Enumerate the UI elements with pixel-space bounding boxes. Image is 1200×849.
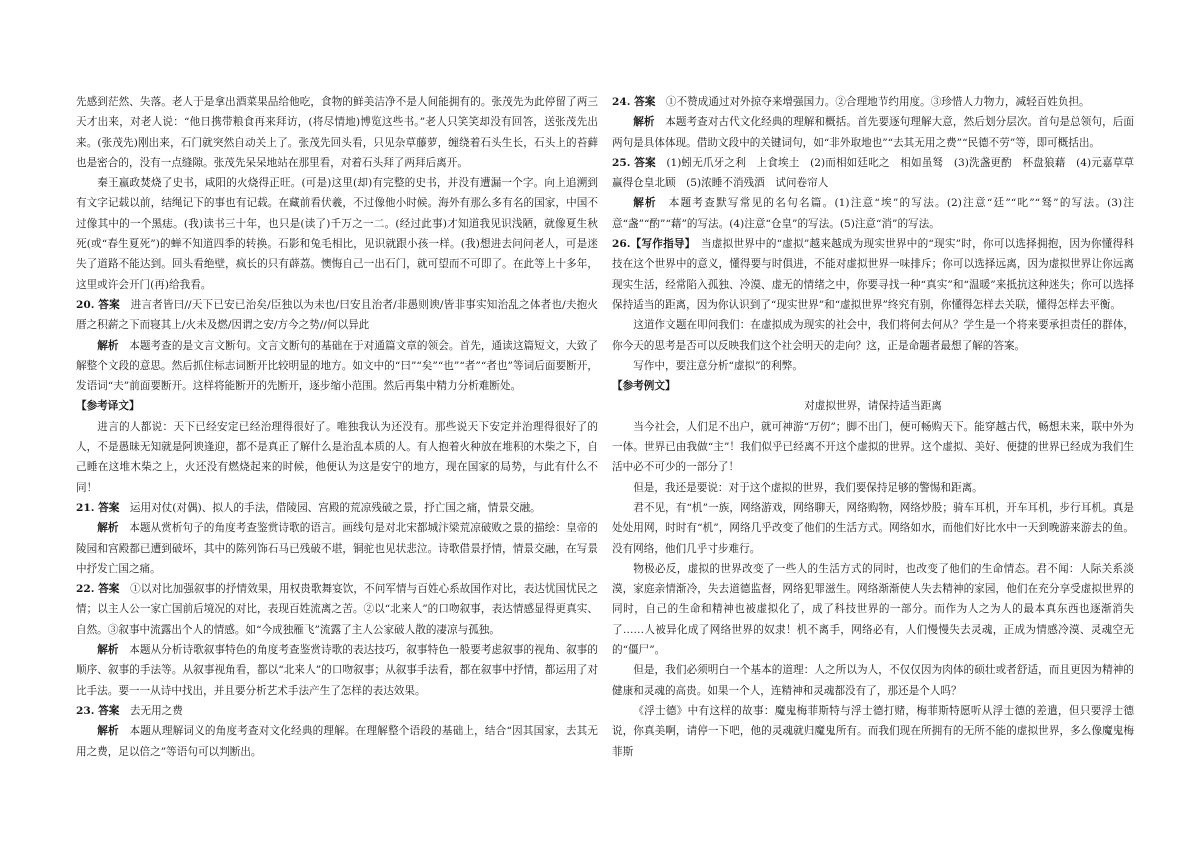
explanation-text: 本题从赏析句子的角度考查鉴赏诗歌的语言。画线句是对北宋都城汴梁荒凉破败之景的描绘：皇帝的陵园和宫殿都已遭到破坏，其中的陈列饰石马已残破不堪，铜驼也见状悲泣。诗歌借景抒情，情景交融，在写景中抒发亡国之痛。 xyxy=(76,522,599,575)
translation-paragraph: 先感到茫然、失落。老人于是拿出酒菜果品给他吃，食物的鲜美洁净不是人间能拥有的。张茂先为此停留了两三天才出来，对老人说：“他日携带粮食再来拜访，(将尽情地)博览这些书。”老人只笑笑却没有回答，送张茂先出来。(张茂先)刚出来，石门就突然自动关上了。张茂先回头看，只见杂草藤萝，缠绕着石头生长，石头上的苔藓也是密合的，没有一点缝隙。张茂先呆呆地站在那里看，对着石头拜了两拜后离开。 xyxy=(76,96,598,169)
essay-paragraph: 物极必反，虚拟的世界改变了一些人的生活方式的同时，也改变了他们的生命情态。君不闻：人际关系淡漠，家庭亲情渐冷，失去道德监督，网络犯罪滋生。网络渐渐使人失去精神的家园，他们在充分享受虚拟世界的同时，自己的生命和精神也被虚拟化了，成了科技世界的一部分。而作为人之为人的最本真东西也逐渐消失了……人被异化成了网络世界的奴隶！机不离手，网络必有，人们慢慢失去灵魂，正成为情感冷漠、灵魂空无的“僵尸”。 xyxy=(612,562,1134,657)
essay-paragraph: 但是，我们必须明白一个基本的道理：人之所以为人，不仅仅因为肉体的硕壮或者舒适，而且更因为精神的健康和灵魂的高贵。如果一个人，连精神和灵魂都没有了，那还是个人吗？ xyxy=(612,664,1134,697)
explanation-label: 解析 xyxy=(633,116,655,129)
answer-text: 去无用之费 xyxy=(129,704,183,717)
writing-guide-text: 当虚拟世界中的“虚拟”越来越成为现实世界中的“现实”时，你可以选择拥抱，因为你懂得科技在这个世界中的意义，懂得要与时俱进，不能对虚拟世界一味排斥；你可以选择远离，因为虚拟世界让你远离现实生活，经常陷入孤独、冷漠、虚无的情绪之中，你要寻找一种“真实”和“温暖”来抵抗这种迷失；你可以选择保持适当的距离，因为你认识到了“现实世界”和“虚拟世界”终究有别，你懂得怎样去关联，懂得怎样去平衡。 xyxy=(612,238,1134,311)
explanation-label: 解析 xyxy=(97,339,119,352)
translation-paragraph: 秦王嬴政焚烧了史书，咸阳的火烧得正旺。(可是)这里(却)有完整的史书，并没有遭漏一个字。向上追溯到有文字记载以前，结绳记下的事也有记载。在藏前看伏羲，不过像他小时候。海外有那么多有名的国家，中国不过像其中的一个黑痣。(我)读书三十年，也只是(读了)千万之一二。(经过此事)才知道我见识浅陋，就像夏生秋死(或“春生夏死”)的蝉不知道四季的转换。石影和兔毛相比，见识就跟小孩一样。(我)想进去问问老人，可是迷失了道路不能达到。回头看绝壁，疯长的只有薜荔。懊悔自己一出石门，就可望而不可即了。在此等上十多年，这里或许会开门(再)给我看。 xyxy=(76,177,598,291)
reference-essay-heading: 【参考例文】 xyxy=(612,380,676,393)
explanation-label: 解析 xyxy=(97,644,119,657)
answer-label: 22. 答案 xyxy=(76,583,120,596)
essay-paragraph: 君不见，有“机”一族，网络游戏，网络聊天，网络购物，网络炒股；骑车耳机，开车耳机，步行耳机。真是处处用网，时时有“机”，网络几乎改变了他们的生活方式。网络如水，而他们好比水中一天到晚游来游去的鱼。没有网络，他们几乎寸步难行。 xyxy=(612,501,1134,555)
answer-20 xyxy=(76,295,598,336)
answer-label: 23. 答案 xyxy=(76,704,120,717)
answer-text: ①不赞成通过对外掠夺来增强国力。②合理地节约用度。③珍惜人力物力，减轻百姓负担。 xyxy=(665,96,1090,108)
explanation-text: 本题考查对古代文化经典的理解和概括。首先要逐句理解大意，然后划分层次。首句是总领句，后面两句是具体体现。借助文段中的关键词句，如“非外取地也”“去其无用之费”“民德不劳”等，即可概括出。 xyxy=(612,116,1135,149)
explanation-text: 本题从分析诗歌叙事特色的角度考查鉴赏诗歌的表达技巧，叙事特色一般要考虑叙事的视角、叙事的顺序、叙事的手法等。从叙事视角看，都以“北来人”的口吻叙事；从叙事手法看，都在叙事中抒情，都运用了对比手法。要一一从诗中找出，并且要分析艺术手法产生了怎样的表达效果。 xyxy=(76,644,599,697)
essay-paragraph: 当今社会，人们足不出户，就可神游“万仞”；脚不出门，便可畅购天下。能穿越古代，畅想未来，联中外为一体。世界已由我做“主”！我们似乎已经离不开这个虚拟的世界。这个虚拟、美好、便捷的世界已经成为我们生活中必不可少的一部分了！ xyxy=(612,420,1134,474)
explanation-22 xyxy=(76,640,598,701)
answer-label: 21. 答案 xyxy=(76,501,120,514)
explanation-text: 本题从理解词义的角度考查对文化经典的理解。在理解整个语段的基础上，结合“因其国家，去其无用之费，足以倍之”等语句可以判断出。 xyxy=(76,725,599,758)
answer-22 xyxy=(76,579,598,640)
answer-label: 24. 答案 xyxy=(612,96,656,108)
left-column xyxy=(76,92,598,762)
right-column xyxy=(612,92,1145,762)
explanation-text: 本题考查的是文言文断句。文言文断句的基础在于对通篇文章的领会。首先，通读这篇短文，大致了解整个文段的意思。然后抓住标志词断开比较明显的地方。如文中的“曰”“矣”“也”“者”“者也”等词后面要断开，发语词“夫”前面要断开。这样将能断开的先断开，逐步缩小范围。然后再集中精力分析难断处。 xyxy=(76,339,599,393)
answer-label: 20. 答案 xyxy=(76,298,120,311)
writing-guide-26 xyxy=(612,234,1134,315)
writing-guide-paragraph: 这道作文题在叩问我们：在虚拟成为现实的社会中，我们将何去何从？学生是一个将来要承担责任的群体，你今天的思考是否可以反映我们这个社会明天的走向？这，正是命题者最想了解的答案。 xyxy=(612,319,1134,352)
writing-guide-paragraph: 写作中，要注意分析“虚拟”的利弊。 xyxy=(633,359,803,372)
essay-paragraph: 但是，我还是要说：对于这个虚拟的世界，我们要保持足够的警惕和距离。 xyxy=(633,481,983,494)
answer-text: 运用对仗(对偶)、拟人的手法，借陵园、宫殿的荒凉残破之景，抒亡国之痛，情景交融。 xyxy=(129,501,541,514)
answer-text: (1)蚓无爪牙之利 上食埃土 (2)而相如廷叱之 相如虽驽 (3)洗盏更酌 杯盘狼藉 (4)元嘉草草 赢得仓皇北顾 (5)浓睡不消残酒 试问卷帘人 xyxy=(612,156,1145,190)
answer-21 xyxy=(76,498,598,518)
writing-guide-label: 26.【写作指导】 xyxy=(612,238,691,251)
answer-text: 进言者皆曰//天下已安已治矣/臣独以为未也/曰安且治者/非愚则谀/皆非事实知治乱之体者也/夫抱火厝之积薪之下而寝其上/火未及燃/因谓之安/方今之势//何以异此 xyxy=(76,298,599,332)
reference-translation: 进言的人都说：天下已经安定已经治理得很好了。唯独我认为还没有。那些说天下安定并治理得很好了的人，不是愚昧无知就是阿谀逢迎，都不是真正了解什么是治乱本质的人。有人抱着火种放在堆积的木柴之下，自己睡在这堆木柴之上，火还没有燃烧起来的时候，他便认为这是安宁的地方，现在国家的局势，与此有什么不同！ xyxy=(76,420,598,494)
explanation-label: 解析 xyxy=(97,522,119,535)
explanation-24 xyxy=(612,112,1134,153)
essay-paragraph: 《浮士德》中有这样的故事：魔鬼梅菲斯特与浮士德打赌，梅菲斯特愿听从浮士德的差遣，但只要浮士德说，你真美啊，请停一下吧，他的灵魂就归魔鬼所有。而我们现在所拥有的无所不能的虚拟世界，多么像魔鬼梅菲斯 xyxy=(612,704,1134,758)
explanation-20 xyxy=(76,336,598,397)
answer-text: ①以对比加强叙事的抒情效果，用权贵歌舞宴饮，不问军情与百姓心系故国作对比，表达忧国忧民之情；以主人公一家亡国前后境况的对比，表现百姓流离之苦。②以“北来人”的口吻叙事，表达情感显得更真实、自然。③叙事中流露出个人的情感。如“今成独雁飞”流露了主人公家破人散的凄凉与孤独。 xyxy=(76,583,599,636)
essay-title: 对虚拟世界，请保持适当距离 xyxy=(804,400,942,413)
explanation-text: 本题考查默写常见的名句名篇。(1)注意“埃”的写法。(2)注意“廷”“叱”“驽”的写法。(3)注意“盏”“酌”“藉”的写法。(4)注意“仓皇”的写法。(5)注意“消”的写法。 xyxy=(612,197,1135,230)
explanation-label: 解析 xyxy=(633,197,657,210)
answer-25 xyxy=(612,153,1145,194)
explanation-25 xyxy=(612,193,1134,234)
answer-23 xyxy=(76,701,598,721)
reference-translation-heading: 【参考译文】 xyxy=(76,400,140,413)
answer-label: 25. 答案 xyxy=(612,156,656,169)
explanation-23 xyxy=(76,721,598,762)
answer-24 xyxy=(612,92,1134,112)
explanation-21 xyxy=(76,518,598,579)
explanation-label: 解析 xyxy=(97,725,119,738)
